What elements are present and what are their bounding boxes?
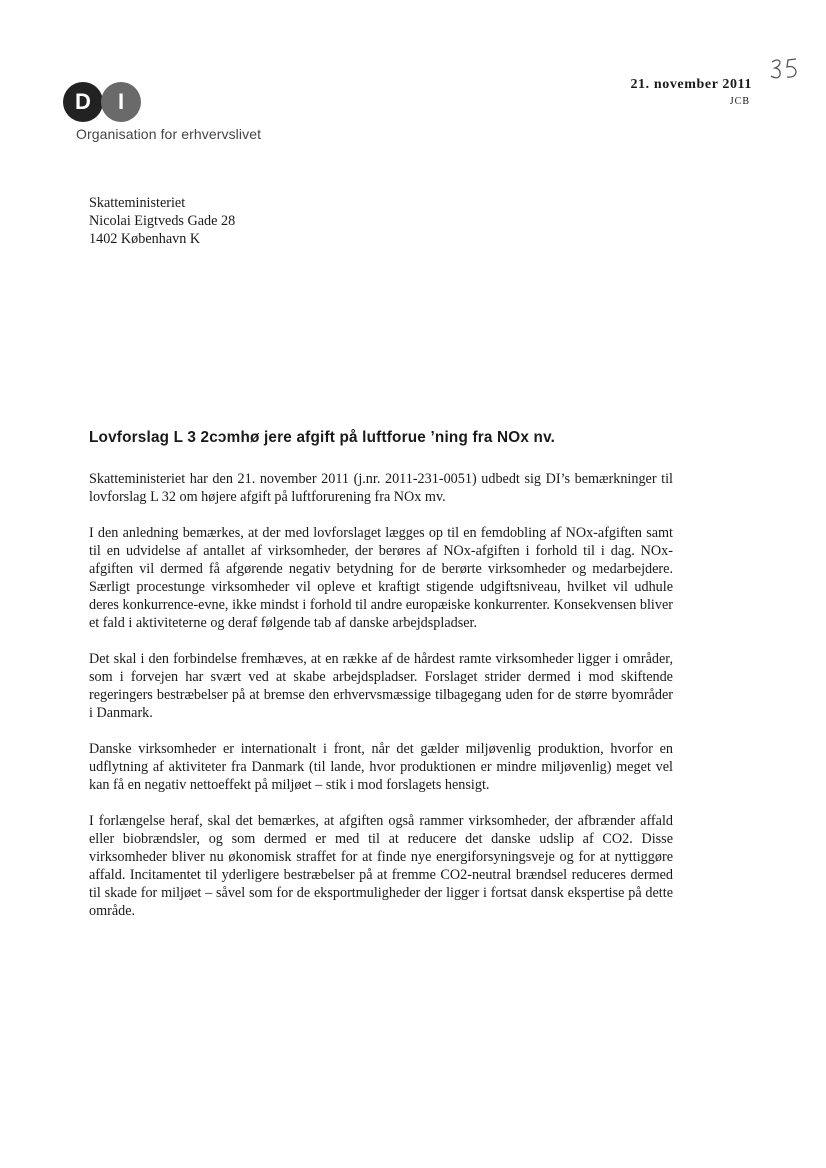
letter-date: 21. november 2011 (630, 77, 752, 92)
recipient-name: Skatteministeriet (89, 195, 186, 211)
body-paragraph: Danske virksomheder er internationalt i front, når det gælder miljøvenlig produktion, hvorfor en udflytning af aktiviteter fra Danmark (til lande, hvor produktionen er mindre miljøvenlig) meget vel kan få en negativ nettoeffekt på miljøet – stik i mod forslagets hensigt. (89, 741, 673, 793)
body-paragraph: Det skal i den forbindelse fremhæves, at en række af de hårdest ramte virksomheder ligger i områder, som i forvejen har svært ved at skabe arbejdspladser. Forslaget strider dermed i mod skiftende regeringers bestræbelser på at bremse den erhvervsmæssige tilbagegang uden for de større byområder i Danmark. (89, 651, 673, 721)
letter-subject: Lovforslag L 3 2cɔmhø jere afgift på luftforue ’ning fra NOx nv. (89, 429, 556, 446)
body-paragraph: I forlængelse heraf, skal det bemærkes, at afgiften også rammer virksomheder, der afbrænder affald eller biobrændsler, og som dermed er med til at reducere det danske udslip af CO2. Disse virksomheder bliver nu økonomisk straffet for at finde nye energiforsyningsveje og for at nyttiggøre affald. Incitamentet til yderligere bestræbelser på at fremme CO2-neutral brændsel reduceres dermed til skade for miljøet – såvel som for de eksportmuligheder der ligger i fortsat dansk ekspertise på dette område. (89, 813, 673, 919)
letter-body (89, 470, 673, 938)
sender-initials: JCB (729, 96, 750, 107)
di-logo (63, 82, 147, 122)
recipient-street: Nicolai Eigtveds Gade 28 (89, 213, 236, 229)
org-tagline: Organisation for erhvervslivet (76, 126, 262, 142)
logo-letter-d: D (63, 82, 103, 122)
logo-letter-i: I (101, 82, 141, 122)
recipient-address (89, 194, 235, 248)
body-paragraph: I den anledning bemærkes, at der med lovforslaget lægges op til en femdobling af NOx-afgiften samt til en udvidelse af antallet af virksomheder, der berøres af NOx-afgiften i forhold til i dag. NOx-afgiften vil dermed få afgørende negativ betydning for de berørte virksomheder og medarbejdere. Særligt procestunge virksomheder vil opleve et kraftigt stigende udgiftsniveau, hvilket vil udhule deres konkurrence-evne, ikke mindst i forhold til andre europæiske konkurrenter. Konsekvensen bliver et fald i aktiviteterne og deraf følgende tab af danske arbejdspladser. (89, 525, 673, 631)
body-paragraph: Skatteministeriet har den 21. november 2011 (j.nr. 2011-231-0051) udbedt sig DI’s bemærkninger til lovforslag L 32 om højere afgift på luftforurening fra NOx mv. (89, 471, 673, 505)
recipient-city: 1402 København K (89, 231, 201, 247)
handwritten-page-number (766, 56, 806, 82)
